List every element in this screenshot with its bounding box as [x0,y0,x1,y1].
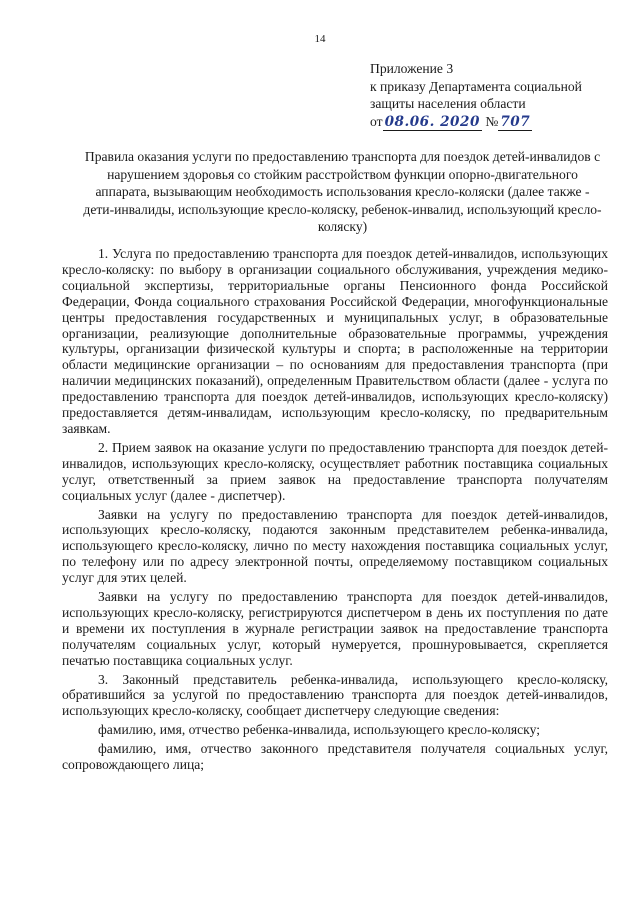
document-body [62,246,608,776]
paragraph-4: Заявки на услугу по предоставлению транспорта для поездок детей-инвалидов, использующих кресло-коляску, регистрируются диспетчером в день их поступления по дате и времени их поступления в журнале регистрации заявок на предоставление транспорта получателям социальных услуг, который нумеруется, прошнуровывается, скрепляется печатью поставщика социальных услуг. [62,589,608,668]
appendix-line-3: защиты населения области [370,96,526,111]
number-sign: № [485,113,499,129]
handwritten-date: 08.06. 2020 [384,113,480,130]
paragraph-2: 2. Прием заявок на оказание услуги по предоставлению транспорта для поездок детей-инвалидов, использующих кресло-коляску, осуществляет работник поставщика социальных услуг, ответственный за прием заявок на предоставление транспорта получателям социальных услуг (далее - диспетчер). [62,439,608,503]
document-title: Правила оказания услуги по предоставлению транспорта для поездок детей-инвалидов с нарушением здоровья со стойким расстройством функции опорно-двигательного аппарата, вызывающим необходимость использования кресло-коляски (далее также - дети-инвалиды, использующие кресло-коляску, ребенок-инвалид, использующий кресло-коляску) [83,149,602,235]
date-prefix: от [370,113,383,129]
paragraph-1: 1. Услуга по предоставлению транспорта для поездок детей-инвалидов, использующих кресло-коляску: по выбору в организации социального обслуживания, учреждения медико-социальной экспертизы, территориальные органы Пенсионного фонда Российской Федерации, Фонда социального страхования Российской Федерации, многофункциональные центры предоставления государственных и муниципальных услуг, в образовательные организации, реализующие дополнительные образовательные программы, учреждения культуры, организации физической культуры и спорта; в расположенные на территории области медицинские организации – по основаниям для предоставления транспорта (при наличии медицинских показаний), определенным Правительством области (далее - услуга по предоставлению транспорта для поездок детей-инвалидов, использующих кресло-коляску) предоставляется детям-инвалидам, использующим кресло-коляску, по предварительным заявкам. [62,246,608,436]
list-item-2: фамилию, имя, отчество законного представителя получателя социальных услуг, сопровождающего лица; [62,741,608,773]
appendix-line-2: к приказу Департамента социальной [370,78,582,94]
paragraph-3: Заявки на услугу по предоставлению транспорта для поездок детей-инвалидов, использующих кресло-коляску, подаются законным представителем ребенка-инвалида, использующего кресло-коляску, лично по месту нахождения поставщика социальных услуг, по телефону или по адресу электронной почты, определяемому поставщиком социальных услуг для этих целей. [62,506,608,586]
appendix-line-1: Приложение 3 [370,61,454,76]
appendix-date-line [370,113,610,132]
appendix-header [370,60,610,131]
handwritten-number: 707 [500,113,531,130]
paragraph-5: 3. Законный представитель ребенка-инвалида, использующего кресло-коляску, обратившийся за услугой по предоставлению транспорта для поездок детей-инвалидов, использующих кресло-коляску, сообщает диспетчеру следующие сведения: [62,671,608,719]
page-number: 14 [314,33,326,45]
list-item-1: фамилию, имя, отчество ребенка-инвалида, использующего кресло-коляску; [98,722,540,738]
